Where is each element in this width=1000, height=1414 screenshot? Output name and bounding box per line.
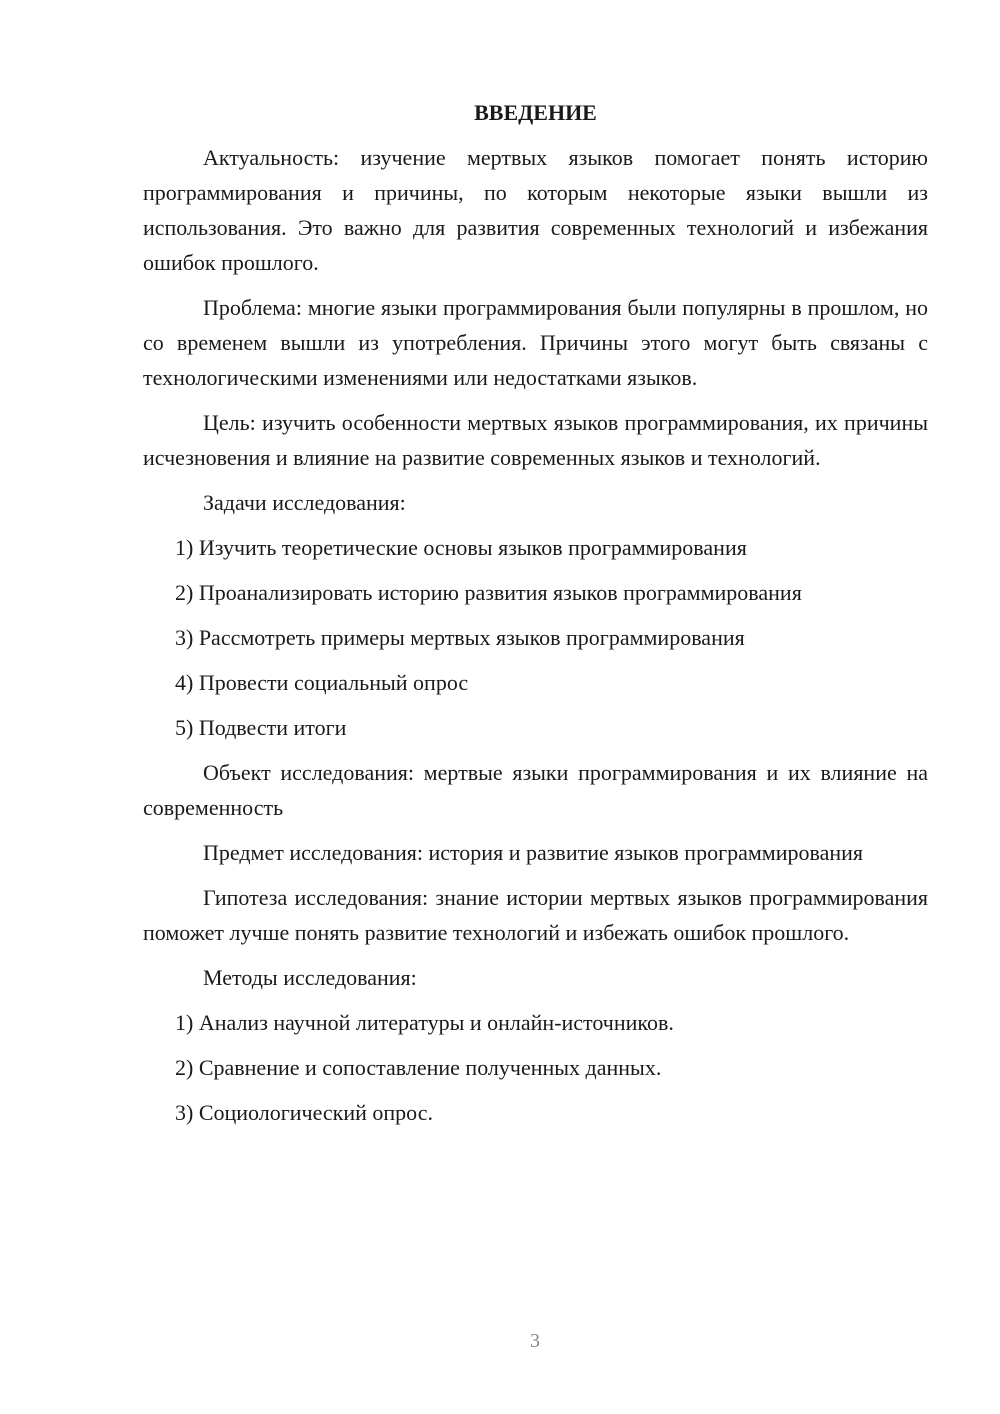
hypothesis-paragraph: Гипотеза исследования: знание истории мертвых языков программирования поможет лучше понять развитие технологий и избежать ошибок прошлого. <box>143 885 928 945</box>
document-page <box>143 95 928 1140</box>
page-title: ВВЕДЕНИЕ <box>474 100 597 125</box>
method-item-2: 2) Сравнение и сопоставление полученных данных. <box>175 1055 662 1080</box>
page-number: 3 <box>530 1330 540 1352</box>
relevance-paragraph: Актуальность: изучение мертвых языков помогает понять историю программирования и причины, по которым некоторые языки вышли из использования. Это важно для развития современных технологий и избежания ошибок прошлого. <box>143 145 928 275</box>
subject-paragraph: Предмет исследования: история и развитие языков программирования <box>203 840 863 865</box>
task-item-1: 1) Изучить теоретические основы языков программирования <box>175 535 747 560</box>
task-item-3: 3) Рассмотреть примеры мертвых языков программирования <box>175 625 745 650</box>
task-item-4: 4) Провести социальный опрос <box>175 670 469 695</box>
method-item-3: 3) Социологический опрос. <box>175 1100 433 1125</box>
methods-title: Методы исследования: <box>203 965 417 990</box>
problem-paragraph: Проблема: многие языки программирования были популярны в прошлом, но со временем вышли из употребления. Причины этого могут быть связаны с технологическими изменениями или недостатками языков. <box>143 295 928 390</box>
goal-paragraph: Цель: изучить особенности мертвых языков программирования, их причины исчезновения и влияние на развитие современных языков и технологий. <box>143 410 928 470</box>
method-item-1: 1) Анализ научной литературы и онлайн-источников. <box>175 1010 674 1035</box>
object-paragraph: Объект исследования: мертвые языки программирования и их влияние на современность <box>143 760 928 820</box>
task-item-2: 2) Проанализировать историю развития языков программирования <box>175 580 802 605</box>
tasks-title: Задачи исследования: <box>203 490 406 515</box>
task-item-5: 5) Подвести итоги <box>175 715 347 740</box>
